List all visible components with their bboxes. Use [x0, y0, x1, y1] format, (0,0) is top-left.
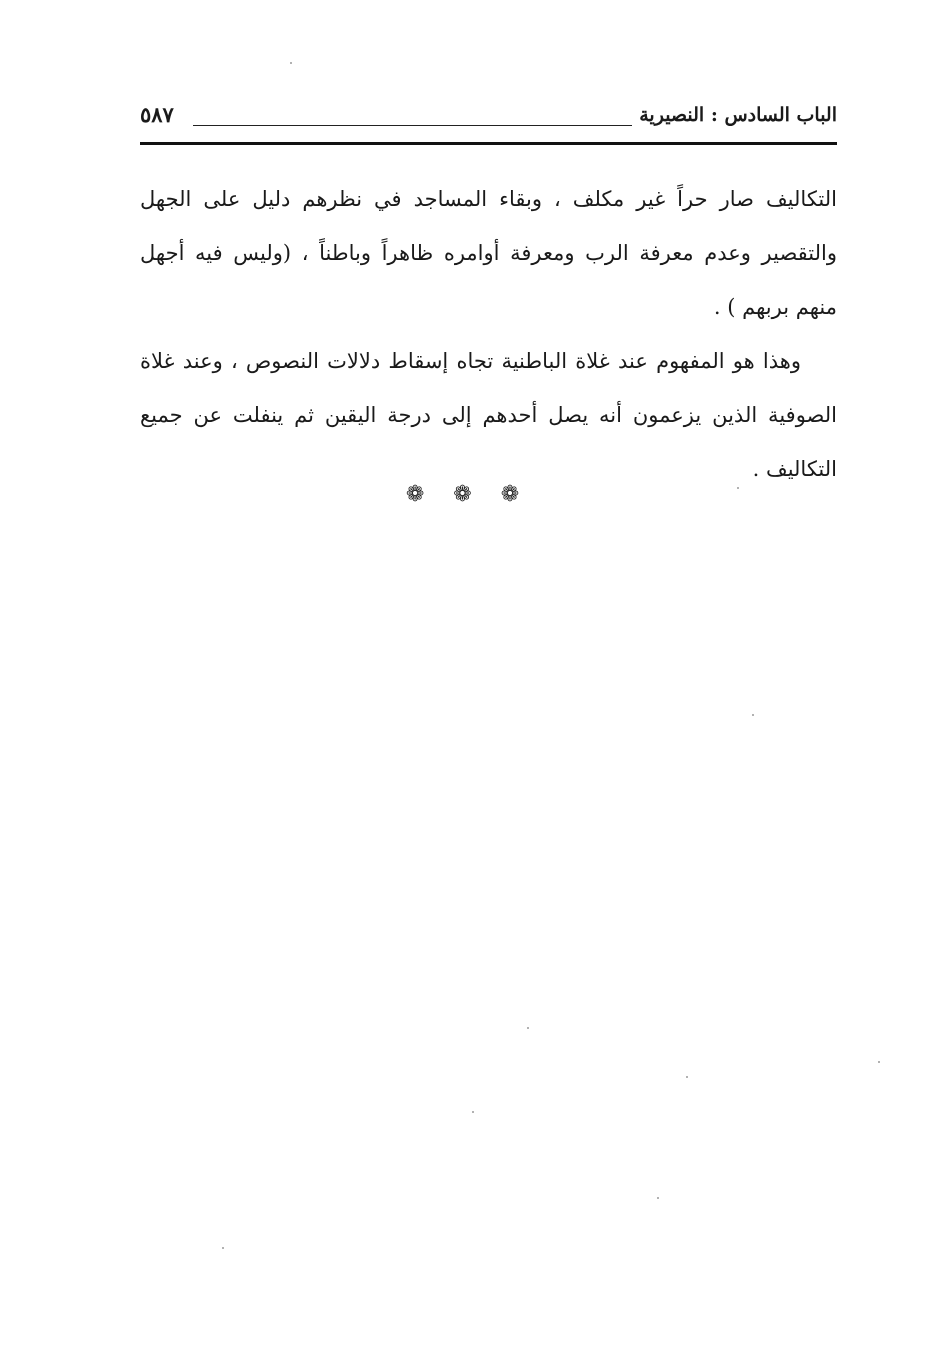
- flower-ornament-icon: ❁: [453, 482, 472, 507]
- paragraph-2: وهذا هو المفهوم عند غلاة الباطنية تجاه إسقاط دلالات النصوص ، وعند غلاة الصوفية الذين يزعمون أنه يصل أحدهم إلى درجة اليقين ثم ينفلت عن جميع التكاليف .: [140, 349, 837, 481]
- section-end-ornaments: [0, 482, 925, 507]
- flower-ornament-icon: ❁: [500, 482, 520, 507]
- flower-ornament-icon: ❁: [405, 482, 425, 507]
- body-text: [140, 172, 837, 496]
- scan-speck: [472, 1111, 474, 1113]
- chapter-title: الباب السادس : النصيرية: [639, 104, 837, 126]
- header-rule: [140, 142, 837, 145]
- running-header: [140, 100, 837, 134]
- page-number: ٥٨٧: [140, 102, 174, 127]
- scan-speck: [878, 1061, 880, 1063]
- scan-speck: [290, 62, 292, 64]
- scan-speck: [752, 714, 754, 716]
- scan-speck: [527, 1027, 529, 1029]
- scan-speck: [222, 1247, 224, 1249]
- scan-speck: [737, 487, 739, 489]
- scan-speck: [686, 1076, 688, 1078]
- header-leader-line: [193, 125, 632, 126]
- paragraph-1: التكاليف صار حراً غير مكلف ، وبقاء المساجد في نظرهم دليل على الجهل والتقصير وعدم معرفة الرب ومعرفة أوامره ظاهراً وباطناً ، (وليس فيه أجهل منهم بربهم ) .: [140, 187, 837, 319]
- scan-speck: [657, 1197, 659, 1199]
